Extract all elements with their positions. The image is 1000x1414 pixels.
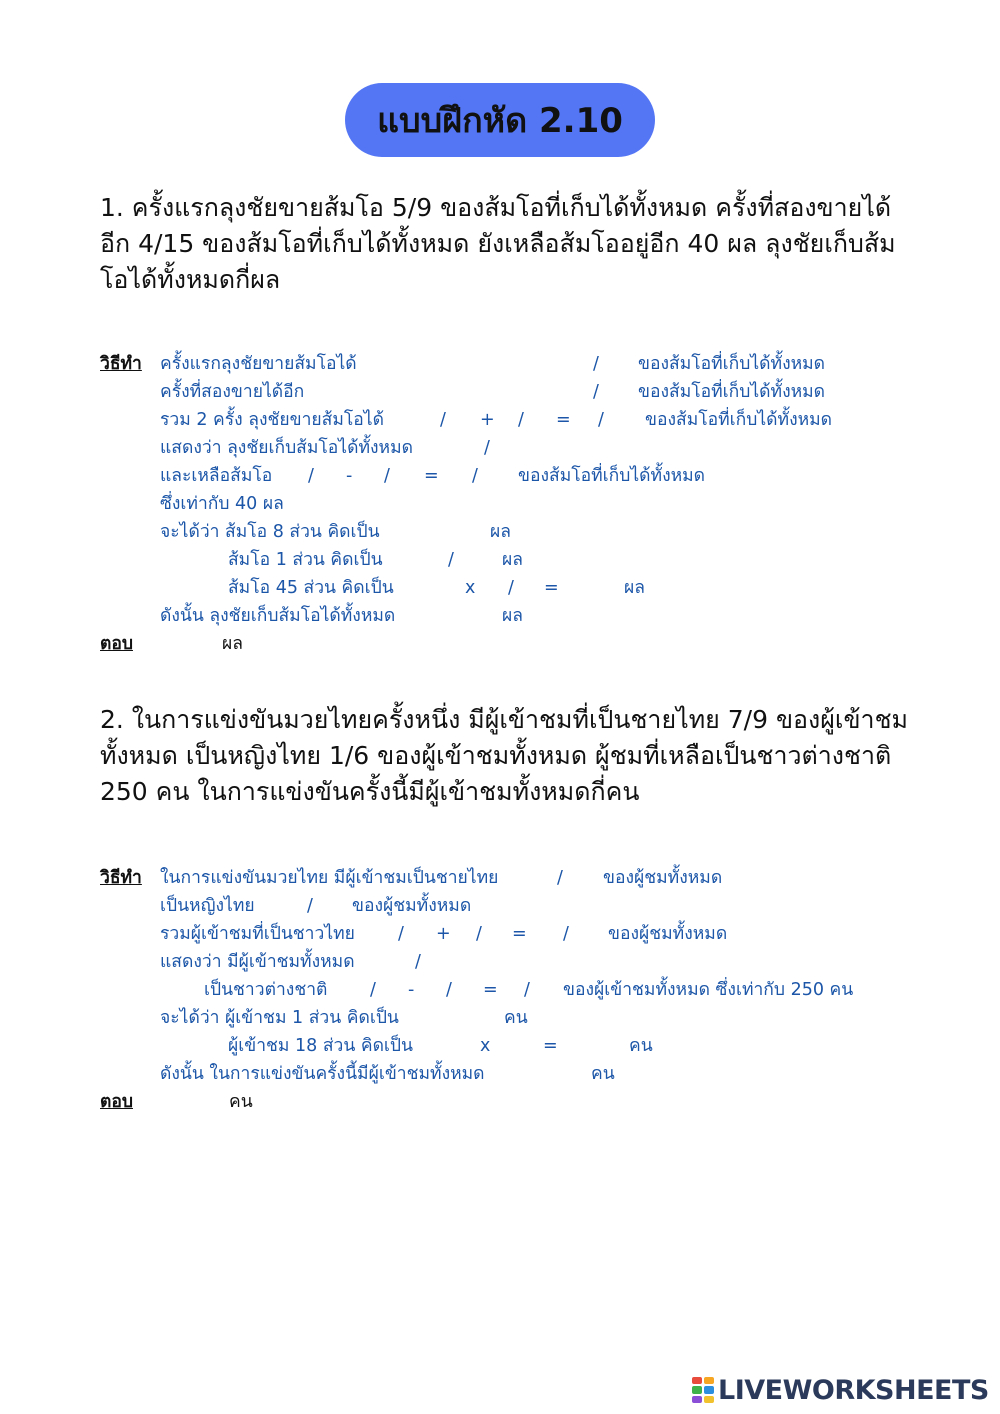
q2-line-3: รวมผู้เข้าชมที่เป็นชาวไทย (160, 924, 355, 944)
q1-line-9-times: x (465, 578, 476, 598)
q1-line-9-slash: / (508, 578, 514, 598)
q2-line-5-equals: = (483, 980, 498, 1000)
q1-line-5-slash-1: / (308, 466, 314, 486)
q2-line-5-slash-2: / (446, 980, 452, 1000)
brand-name: LIVEWORKSHEETS (718, 1374, 989, 1406)
q1-line-9-unit: ผล (624, 578, 645, 598)
q2-line-3-equals: = (512, 924, 527, 944)
q2-line-5-minus: - (408, 980, 415, 1000)
q1-method-label: วิธีทำ (100, 354, 142, 374)
q2-line-3-unit: ของผู้ชมทั้งหมด (608, 924, 728, 944)
q2-line-6: จะได้ว่า ผู้เข้าชม 1 ส่วน คิดเป็น (160, 1008, 399, 1028)
q1-line-5-slash-3: / (472, 466, 478, 486)
q2-line-2-unit: ของผู้ชมทั้งหมด (352, 896, 472, 916)
q2-line-3-plus: + (436, 924, 451, 944)
q1-line-3-slash-3: / (598, 410, 604, 430)
q2-method-label: วิธีทำ (100, 868, 142, 888)
q1-line-9: ส้มโอ 45 ส่วน คิดเป็น (228, 578, 394, 598)
q2-line-2: เป็นหญิงไทย (160, 896, 255, 916)
liveworksheets-logo-icon (692, 1377, 714, 1403)
q2-line-2-slash: / (307, 896, 313, 916)
q1-line-3-slash-2: / (518, 410, 524, 430)
q1-line-1: ครั้งแรกลุงชัยขายส้มโอได้ (160, 354, 357, 374)
q1-line-3: รวม 2 ครั้ง ลุงชัยขายส้มโอได้ (160, 410, 384, 430)
q1-line-2-unit: ของส้มโอที่เก็บได้ทั้งหมด (638, 382, 826, 402)
q2-answer-label: ตอบ (100, 1092, 133, 1112)
q1-line-2-slash: / (593, 382, 599, 402)
q2-line-1: ในการแข่งขันมวยไทย มีผู้เข้าชมเป็นชายไทย (160, 868, 499, 888)
q1-line-5-equals: = (424, 466, 439, 486)
q2-line-5: เป็นชาวต่างชาติ (204, 980, 328, 1000)
q1-line-3-equals: = (556, 410, 571, 430)
q1-line-9-equals: = (544, 578, 559, 598)
q2-line-7-equals: = (543, 1036, 558, 1056)
q1-line-3-unit: ของส้มโอที่เก็บได้ทั้งหมด (645, 410, 833, 430)
q2-line-3-slash-2: / (476, 924, 482, 944)
q2-line-3-slash-3: / (563, 924, 569, 944)
q1-line-7: จะได้ว่า ส้มโอ 8 ส่วน คิดเป็น (160, 522, 380, 542)
q2-line-7-unit: คน (629, 1036, 653, 1056)
q1-line-4: แสดงว่า ลุงชัยเก็บส้มโอได้ทั้งหมด (160, 438, 413, 458)
q2-line-1-unit: ของผู้ชมทั้งหมด (603, 868, 723, 888)
q1-line-5-unit: ของส้มโอที่เก็บได้ทั้งหมด (518, 466, 706, 486)
q1-line-1-slash: / (593, 354, 599, 374)
q2-line-4-slash: / (415, 952, 421, 972)
q2-line-1-slash: / (557, 868, 563, 888)
q1-answer-unit: ผล (222, 634, 243, 654)
q1-line-5-slash-2: / (384, 466, 390, 486)
q2-line-8-unit: คน (591, 1064, 615, 1084)
q1-line-8-slash: / (448, 550, 454, 570)
q1-line-5-minus: - (346, 466, 353, 486)
q1-line-10: ดังนั้น ลุงชัยเก็บส้มโอได้ทั้งหมด (160, 606, 396, 626)
q1-line-5: และเหลือส้มโอ (160, 466, 273, 486)
q1-line-7-unit: ผล (490, 522, 511, 542)
q2-line-7: ผู้เข้าชม 18 ส่วน คิดเป็น (228, 1036, 413, 1056)
q2-line-3-slash-1: / (398, 924, 404, 944)
q2-line-5-unit: ของผู้เข้าชมทั้งหมด ซึ่งเท่ากับ 250 คน (563, 980, 854, 1000)
footer-brand (692, 1373, 989, 1407)
q2-line-8: ดังนั้น ในการแข่งขันครั้งนี้มีผู้เข้าชมทั้งหมด (160, 1064, 485, 1084)
q1-answer-label: ตอบ (100, 634, 133, 654)
q1-line-3-plus: + (480, 410, 495, 430)
q2-line-5-slash-3: / (524, 980, 530, 1000)
worksheet-title: แบบฝึกหัด 2.10 (345, 83, 655, 157)
question-2-text: 2. ในการแข่งขันมวยไทยครั้งหนึ่ง มีผู้เข้าชมที่เป็นชายไทย 7/9 ของผู้เข้าชมทั้งหมด เป็นหญิงไทย 1/6 ของผู้เข้าชมทั้งหมด ผู้ชมที่เหลือเป็นชาวต่างชาติ 250 คน ในการแข่งขันครั้งนี้มีผู้เข้าชมทั้งหมดกี่คน (100, 705, 909, 806)
q2-line-7-times: x (480, 1036, 491, 1056)
q1-line-8: ส้มโอ 1 ส่วน คิดเป็น (228, 550, 383, 570)
q1-line-10-unit: ผล (502, 606, 523, 626)
q1-line-8-unit: ผล (502, 550, 523, 570)
q1-line-2: ครั้งที่สองขายได้อีก (160, 382, 305, 402)
q1-line-3-slash-1: / (440, 410, 446, 430)
question-1-text: 1. ครั้งแรกลุงชัยขายส้มโอ 5/9 ของส้มโอที่เก็บได้ทั้งหมด ครั้งที่สองขายได้อีก 4/15 ของส้มโอที่เก็บได้ทั้งหมด ยังเหลือส้มโออยู่อีก 40 ผล ลุงชัยเก็บส้มโอได้ทั้งหมดกี่ผล (100, 193, 896, 294)
q2-line-5-slash-1: / (370, 980, 376, 1000)
q2-line-4: แสดงว่า มีผู้เข้าชมทั้งหมด (160, 952, 355, 972)
q2-line-6-unit: คน (504, 1008, 528, 1028)
q1-line-1-unit: ของส้มโอที่เก็บได้ทั้งหมด (638, 354, 826, 374)
q2-answer-unit: คน (229, 1092, 253, 1112)
q1-line-6: ซึ่งเท่ากับ 40 ผล (160, 494, 284, 514)
q1-line-4-slash: / (484, 438, 490, 458)
